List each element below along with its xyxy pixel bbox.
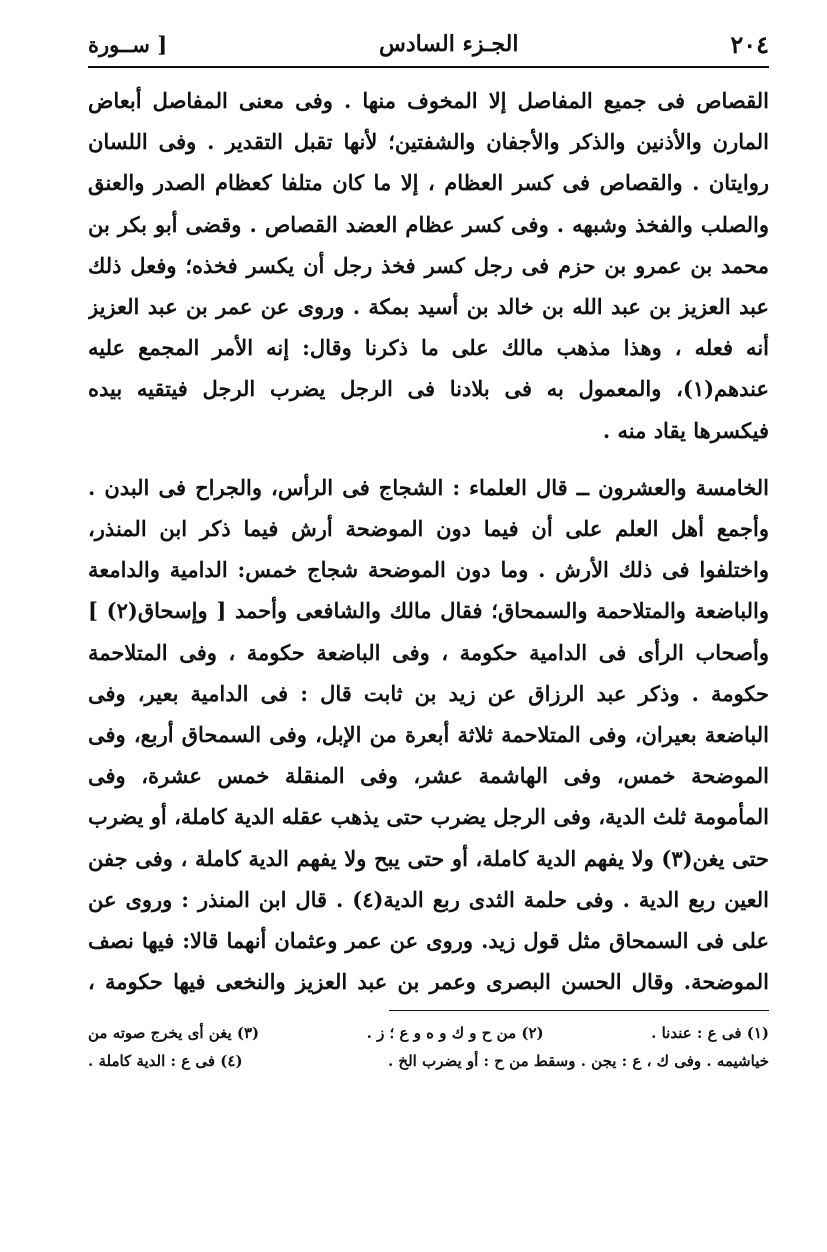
page-header [88,22,769,66]
running-title: الجـزء السادس [379,31,519,57]
paragraph: القصاص فى جميع المفاصل إلا المخوف منها . وفى معنى المفاصل أبعاض المارن والأذنين والذكر والأجفان والشفتين؛ لأنها تقبل التقدير . وفى اللسان روايتان . والقصاص فى كسر العظام ، إلا ما كان متلفا كعظام الصدر والعنق والصلب والفخذ وشبهه . وفى كسر عظام العضد القصاص . وقضى أبو بكر بن محمد بن عمرو بن حزم فى رجل كسر فخذ رجل أن يكسر فخذه؛ وفعل ذلك عبد العزيز بن عبد الله بن خالد بن أسيد بمكة . وروى عن عمر بن عبد العزيز أنه فعله ، وهذا مذهب مالك على ما ذكرنا وقال: إنه الأمر المجمع عليه عندهم(١)، والمعمول به فى بلادنا فى الرجل يضرب الرجل فيتقيه بيده فيكسرها يقاد منه . [88,88,769,443]
footnote: (٣) يغن أى يخرج صوته من [88,1024,260,1042]
footnote: خياشيمه . وفى ك ، ع : يجن . وسقط من ح : أو يضرب الخ . [387,1052,769,1070]
header-rule [88,66,769,68]
footnote-row [88,1047,769,1075]
main-text [88,80,769,1000]
surah-label: [ ســورة [88,31,168,57]
footnotes [88,1019,769,1075]
page-number: ٢٠٤ [730,29,769,59]
footnote-row [88,1019,769,1047]
paragraph: الخامسة والعشرون ــ قال العلماء : الشجاج فى الرأس، والجراح فى البدن . وأجمع أهل العلم على أن فيما دون الموضحة أرش فيما ذكر ابن المنذر، واختلفوا فى ذلك الأرش . وما دون الموضحة شجاج خمس: الدامية والدامعة والباضعة والمتلاحمة والسمحاق؛ فقال مالك والشافعى وأحمد [ وإسحاق(٢) ] وأصحاب الرأى فى الدامية حكومة ، وفى الباضعة حكومة ، وفى المتلاحمة حكومة . وذكر عبد الرزاق عن زيد بن ثابت قال : فى الدامية بعير، وفى الباضعة بعيران، وفى المتلاحمة ثلاثة أبعرة من الإبل، وفى السمحاق أربع، وفى الموضحة خمس، وفى الهاشمة عشر، وفى المنقلة خمس عشرة، وفى المأمومة ثلث الدية، وفى الرجل يضرب حتى يذهب عقله الدية كاملة، أو يضرب حتى يغن(٣) ولا يفهم الدية كاملة، أو حتى يبح ولا يفهم الدية كاملة ، وفى جفن العين ربع الدية . وفى حلمة الثدى ربع الدية(٤) . قال ابن المنذر : وروى عن على فى السمحاق مثل قول زيد. وروى عن عمر وعثمان أنهما قالا: فيها نصف الموضحة. وقال الحسن البصرى وعمر بن عبد العزيز والنخعى فيها حكومة ، [88,474,769,995]
footnote: (١) فى ع : عندنا . [651,1024,769,1042]
footnote: (٢) من ح و ك و ه و ع ؛ ز . [366,1024,544,1042]
footnote-rule [88,1010,769,1011]
footnote: (٤) فى ع : الدية كاملة . [88,1052,243,1070]
